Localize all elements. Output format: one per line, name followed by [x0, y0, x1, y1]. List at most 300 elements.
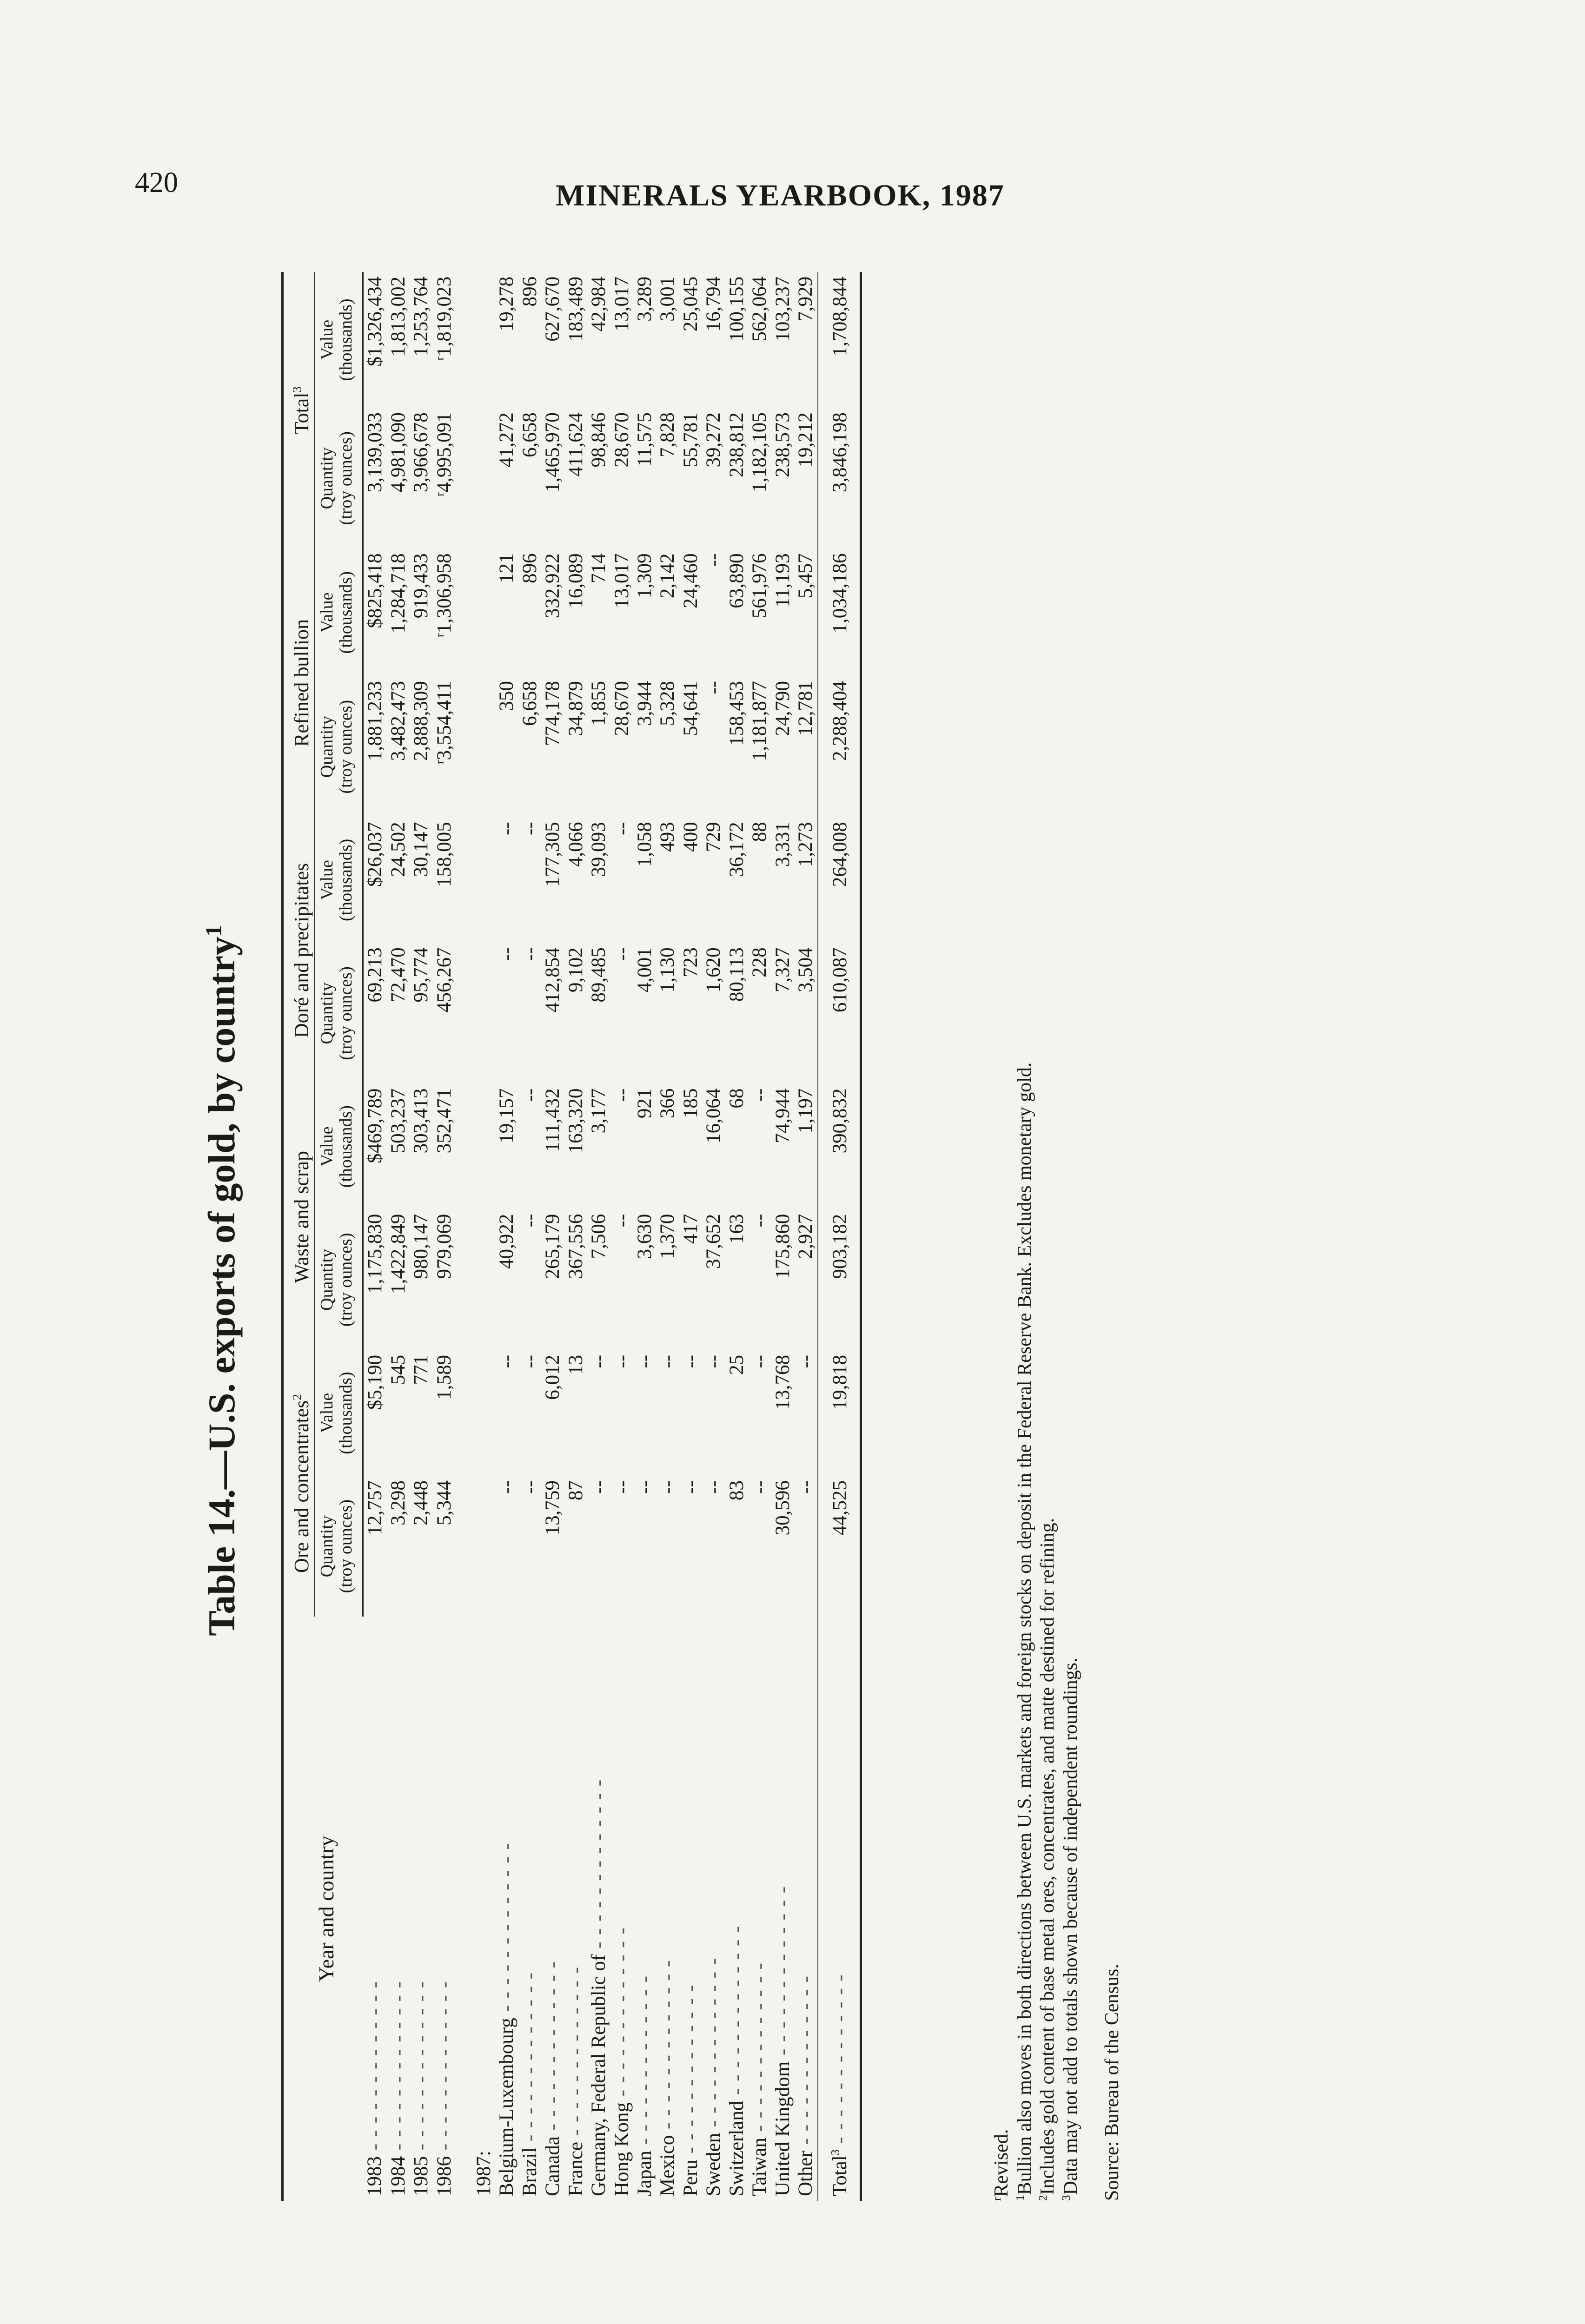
- quantity-subheader-label: Quantity: [317, 447, 337, 509]
- footnote-text: Bullion also moves in both directions between U.S. markets and foreign stocks on deposit in the Federal Reserve Bank. Excludes monetary gold.: [1014, 1062, 1035, 2195]
- cell-value: 1,182,105: [749, 412, 771, 493]
- cell-value: 493: [657, 822, 679, 852]
- row-label: [518, 1617, 541, 2201]
- cell-value: 87: [564, 1480, 587, 1501]
- cell-value: --: [610, 1480, 633, 1494]
- table-cell: [518, 1350, 541, 1476]
- table-row-country: [725, 272, 748, 2201]
- cell-value: 1,309: [634, 553, 656, 599]
- table-cell: [363, 549, 386, 677]
- cell-value: 25: [725, 1354, 748, 1375]
- cell-value: 19,157: [496, 1088, 518, 1143]
- table-cell: [387, 1084, 410, 1209]
- cell-value: 1,855: [588, 681, 610, 726]
- cell-value: --: [749, 1354, 771, 1368]
- cell-value: 561,976: [749, 553, 771, 619]
- table-cell: [725, 676, 748, 817]
- cell-value: 121: [496, 553, 518, 584]
- table-cell: [587, 676, 610, 817]
- table-cell: [587, 817, 610, 943]
- cell-value: --: [634, 1480, 656, 1494]
- row-label-text: Switzerland: [725, 2100, 748, 2196]
- cell-value: 6,012: [542, 1354, 564, 1400]
- cell-value: 774,178: [542, 681, 564, 746]
- cell-value: 163: [725, 1214, 748, 1244]
- table-cell: [495, 676, 518, 817]
- cell-value: 39,093: [588, 822, 610, 877]
- cell-value: 185: [679, 1088, 702, 1119]
- cell-value: 55,781: [679, 412, 702, 468]
- row-label-text: 1983: [364, 2156, 386, 2196]
- row-label-text: Mexico: [657, 2135, 679, 2196]
- cell-value: --: [518, 1480, 541, 1494]
- row-label: [433, 1617, 456, 2201]
- value-subheader-label: Value: [317, 860, 337, 900]
- cell-value: 503,237: [387, 1088, 409, 1154]
- gold-exports-table: [281, 272, 862, 2201]
- table-cell: [495, 549, 518, 677]
- table-cell: [656, 1350, 679, 1476]
- cell-value: 2,888,309: [410, 681, 432, 761]
- table-cell: [587, 408, 610, 548]
- table-cell: [818, 817, 861, 943]
- table-cell: [725, 1476, 748, 1617]
- table-cell: [410, 408, 432, 548]
- cell-value: 12,781: [795, 681, 817, 736]
- value-subheader-label: Value: [317, 319, 337, 360]
- table-cell: [771, 943, 794, 1083]
- cell-value: 4,995,091: [433, 412, 455, 493]
- cell-value: 1,284,718: [387, 553, 409, 634]
- table-cell: [541, 1209, 564, 1350]
- cell-value: --: [518, 947, 541, 961]
- row-label: [656, 1617, 679, 2201]
- table-cell: [387, 272, 410, 408]
- table-row-country: [495, 272, 518, 2201]
- cell-value: 1,058: [634, 822, 656, 867]
- group-header-label: Total: [290, 392, 313, 435]
- row-label-text: Total: [829, 2155, 851, 2196]
- row-label-text: 1985: [410, 2156, 432, 2196]
- cell-value: $1,326,434: [364, 277, 386, 367]
- table-cell: [433, 1209, 456, 1350]
- table-cell: [587, 549, 610, 677]
- table-cell: [633, 272, 656, 408]
- table-cell: [410, 272, 432, 408]
- footnote-text: Revised.: [991, 2129, 1012, 2197]
- table-cell: [495, 1209, 518, 1350]
- cell-value: 3,177: [588, 1088, 610, 1134]
- cell-value: $825,418: [364, 553, 386, 628]
- cell-value: 1,813,002: [387, 277, 409, 357]
- cell-value: 42,984: [588, 277, 610, 332]
- table-cell: [541, 408, 564, 548]
- cell-value: 3,289: [634, 277, 656, 322]
- row-leader: - - - - - - - - - - - - -: [610, 1927, 633, 2103]
- table-cell: [610, 408, 633, 548]
- row-label: [387, 1617, 410, 2201]
- cell-value: 1,273: [795, 822, 817, 867]
- cell-value: 6,658: [518, 412, 541, 458]
- row-label: [818, 1617, 861, 2201]
- cell-value: 24,460: [679, 553, 702, 608]
- cell-value: --: [703, 553, 725, 567]
- row-label: [587, 1617, 610, 2201]
- table-cell: [410, 549, 432, 677]
- cell-value: 3,298: [387, 1480, 409, 1525]
- cell-value: 88: [749, 822, 771, 842]
- table-cell: [656, 1084, 679, 1209]
- row-leader: - - - - - - - - - - - - -: [410, 1981, 432, 2156]
- cell-value: 24,790: [771, 681, 794, 736]
- cell-value: 2,927: [795, 1214, 817, 1259]
- value-subheader-unit: (thousands): [336, 838, 356, 922]
- table-row-country: [610, 272, 633, 2201]
- cell-value: 1,465,970: [542, 412, 564, 493]
- cell-value: 74,944: [771, 1088, 794, 1143]
- table-cell: [748, 1350, 771, 1476]
- cell-value: 979,069: [433, 1214, 455, 1279]
- table-cell: [679, 1350, 702, 1476]
- group-header-label: Ore and concentrates: [290, 1400, 313, 1573]
- cell-value: 98,846: [588, 412, 610, 468]
- cell-value: 1,175,830: [364, 1214, 386, 1294]
- table-cell: [495, 943, 518, 1083]
- table-cell: [610, 943, 633, 1083]
- cell-value: 4,001: [634, 947, 656, 993]
- group-header-note: 2: [290, 1394, 304, 1400]
- table-cell: [363, 817, 386, 943]
- cell-value: 177,305: [542, 822, 564, 887]
- table-cell: [587, 1476, 610, 1617]
- row-label-note: 3: [828, 2149, 842, 2156]
- row-leader: - - - - - - - - - - - - -: [795, 1975, 817, 2151]
- cell-value: 19,278: [496, 277, 518, 332]
- cell-value: 7,929: [795, 277, 817, 322]
- running-head: MINERALS YEARBOOK, 1987: [556, 178, 1005, 212]
- table-row-year: [387, 272, 410, 2201]
- table-cell: [564, 272, 587, 408]
- row-leader: - - - - - - - - - - - - -: [725, 1925, 748, 2101]
- cell-value: 25,045: [679, 277, 702, 332]
- cell-value: 903,182: [829, 1214, 851, 1279]
- cell-value: --: [518, 1354, 541, 1368]
- cell-value: --: [610, 822, 633, 835]
- cell-value: --: [749, 1214, 771, 1228]
- revised-mark: r: [432, 633, 446, 638]
- table-cell: [610, 676, 633, 817]
- cell-value: --: [657, 1354, 679, 1368]
- cell-value: 13,017: [610, 553, 633, 608]
- cell-value: --: [588, 1354, 610, 1368]
- table-cell: [748, 272, 771, 408]
- cell-value: 11,193: [771, 553, 794, 608]
- cell-value: 921: [634, 1088, 656, 1119]
- table-cell: [387, 943, 410, 1083]
- row-label-text: Taiwan: [749, 2138, 771, 2196]
- row-label: [363, 1617, 386, 2201]
- cell-value: 3,504: [795, 947, 817, 993]
- quantity-subheader: [314, 408, 363, 548]
- table-cell: [363, 408, 386, 548]
- cell-value: 83: [725, 1480, 748, 1501]
- cell-value: 417: [679, 1214, 702, 1244]
- cell-value: 3,630: [634, 1214, 656, 1259]
- table-cell: [818, 1350, 861, 1476]
- cell-value: 919,433: [410, 553, 432, 619]
- table-cell: [610, 1209, 633, 1350]
- row-label-text: Hong Kong: [610, 2102, 633, 2196]
- table-cell: [363, 1209, 386, 1350]
- row-leader: - - - - - - - - - - - - -: [657, 1959, 679, 2135]
- row-label-text: Canada: [542, 2136, 564, 2196]
- cell-value: 183,489: [564, 277, 587, 342]
- table-row-year: [363, 272, 386, 2201]
- row-leader: - - - - - - - - - - - - -: [771, 1885, 794, 2061]
- table-cell: [748, 676, 771, 817]
- cell-value: 4,066: [564, 822, 587, 867]
- table-cell: [433, 549, 456, 677]
- cell-value: 980,147: [410, 1214, 432, 1279]
- table-cell: [518, 676, 541, 817]
- row-label: [610, 1617, 633, 2201]
- row-leader: - - - - - - - - - - - - -: [518, 1972, 541, 2147]
- cell-value: 6,658: [518, 681, 541, 726]
- table-cell: [818, 549, 861, 677]
- table-cell: [518, 943, 541, 1083]
- table-cell: [433, 1476, 456, 1617]
- cell-value: --: [679, 1480, 702, 1494]
- table-row-country: [564, 272, 587, 2201]
- cell-value: --: [496, 1354, 518, 1368]
- table-cell: [518, 408, 541, 548]
- table-cell: [725, 943, 748, 1083]
- table-cell: [771, 1084, 794, 1209]
- table-cell: [633, 676, 656, 817]
- revised-mark: r: [432, 760, 446, 765]
- cell-value: --: [749, 1480, 771, 1494]
- cell-value: 95,774: [410, 947, 432, 1003]
- table-cell: [679, 1084, 702, 1209]
- table-cell: [656, 1209, 679, 1350]
- group-header-label: Doré and precipitates: [290, 863, 313, 1038]
- quantity-subheader: [314, 676, 363, 817]
- cell-value: 352,471: [433, 1088, 455, 1154]
- table-cell: [387, 1209, 410, 1350]
- cell-value: 303,413: [410, 1088, 432, 1154]
- cell-value: 39,272: [703, 412, 725, 468]
- group-header-label: Waste and scrap: [290, 1150, 313, 1283]
- table-cell: [387, 1476, 410, 1617]
- quantity-subheader-unit: (troy ounces): [336, 1233, 356, 1327]
- table-cell: [818, 1084, 861, 1209]
- table-cell: [363, 943, 386, 1083]
- table-cell: [771, 1209, 794, 1350]
- cell-value: 3,001: [657, 277, 679, 322]
- cell-value: 1,881,233: [364, 681, 386, 761]
- row-label: [410, 1617, 432, 2201]
- table-cell: [679, 408, 702, 548]
- table-cell: [679, 272, 702, 408]
- group-header: [283, 817, 314, 1083]
- table-cell: [725, 1209, 748, 1350]
- cell-value: 111,432: [542, 1088, 564, 1152]
- cell-value: 7,327: [771, 947, 794, 993]
- table-cell: [410, 1084, 432, 1209]
- cell-value: --: [703, 1354, 725, 1368]
- cell-value: 3,482,473: [387, 681, 409, 761]
- cell-value: 1,253,764: [410, 277, 432, 357]
- table-cell: [656, 549, 679, 677]
- group-header-row: [283, 272, 314, 2201]
- group-header: [283, 272, 314, 549]
- cell-value: 158,453: [725, 681, 748, 746]
- table-cell: [656, 272, 679, 408]
- row-leader: - - - - - - - - - - - - -: [542, 1961, 564, 2137]
- table-cell: [518, 817, 541, 943]
- table-cell: [702, 676, 725, 817]
- table-cell: [794, 817, 817, 943]
- cell-value: 30,147: [410, 822, 432, 877]
- table-cell: [679, 943, 702, 1083]
- row-label: [725, 1617, 748, 2201]
- table-cell: [564, 1476, 587, 1617]
- table-cell: [410, 676, 432, 817]
- table-cell: [610, 1350, 633, 1476]
- quantity-subheader: [314, 1209, 363, 1350]
- table-cell: [495, 408, 518, 548]
- cell-value: 16,089: [564, 553, 587, 608]
- quantity-subheader-unit: (troy ounces): [336, 431, 356, 525]
- table-cell: [818, 1476, 861, 1617]
- section-label: 1987:: [472, 2151, 495, 2196]
- quantity-subheader-label: Quantity: [317, 1515, 337, 1578]
- table-cell: [518, 1084, 541, 1209]
- row-label-text: Germany, Federal Republic of: [588, 1954, 610, 2196]
- row-label-text: Other: [795, 2151, 817, 2196]
- cell-value: 100,155: [725, 277, 748, 342]
- table-title: [200, 258, 244, 2303]
- cell-value: 24,502: [387, 822, 409, 877]
- cell-value: 896: [518, 277, 541, 307]
- cell-value: 1,620: [703, 947, 725, 993]
- cell-value: 163,320: [564, 1088, 587, 1154]
- cell-value: 265,179: [542, 1214, 564, 1279]
- table-cell: [818, 408, 861, 548]
- table-cell: [794, 1350, 817, 1476]
- table-cell: [363, 676, 386, 817]
- cell-value: --: [610, 947, 633, 961]
- cell-value: 40,922: [496, 1214, 518, 1269]
- value-subheader: [314, 272, 363, 408]
- cell-value: 1,181,877: [749, 681, 771, 761]
- table-cell: [610, 549, 633, 677]
- cell-value: 4,981,090: [387, 412, 409, 493]
- row-label-text: 1986: [433, 2156, 455, 2196]
- table-cell: [495, 1476, 518, 1617]
- footnotes: [990, 1063, 1124, 2201]
- cell-value: --: [795, 1354, 817, 1368]
- table-cell: [679, 1209, 702, 1350]
- table-cell: [818, 1209, 861, 1350]
- table-cell: [702, 1084, 725, 1209]
- cell-value: 12,757: [364, 1480, 386, 1536]
- cell-value: 11,575: [634, 412, 656, 467]
- cell-value: --: [588, 1480, 610, 1494]
- cell-value: 545: [387, 1354, 409, 1385]
- table-cell: [564, 549, 587, 677]
- table-cell: [433, 817, 456, 943]
- cell-value: 13,768: [771, 1354, 794, 1410]
- footnote-mark: 2: [1037, 2195, 1050, 2201]
- cell-value: 34,879: [564, 681, 587, 736]
- cell-value: 37,652: [703, 1214, 725, 1269]
- footnote: [1014, 1063, 1037, 2201]
- table-cell: [633, 408, 656, 548]
- table-cell: [656, 817, 679, 943]
- row-header: Year and country: [314, 1835, 338, 1982]
- cell-value: 19,212: [795, 412, 817, 468]
- table-row-country: [656, 272, 679, 2201]
- cell-value: 350: [496, 681, 518, 711]
- cell-value: $5,190: [364, 1354, 386, 1410]
- table-cell: [679, 817, 702, 943]
- table-cell: [771, 549, 794, 677]
- row-leader: - - - - - - - - - - - - -: [679, 1984, 702, 2160]
- group-header: [283, 549, 314, 818]
- table-cell: [564, 676, 587, 817]
- table-cell: [633, 1209, 656, 1350]
- section-row: [472, 272, 495, 2201]
- table-cell: [587, 1084, 610, 1209]
- table-cell: [564, 1209, 587, 1350]
- value-subheader: [314, 817, 363, 943]
- row-label-text: Japan: [634, 2151, 656, 2196]
- table-row-country: [679, 272, 702, 2201]
- table-cell: [633, 1084, 656, 1209]
- cell-value: 7,828: [657, 412, 679, 458]
- cell-value: 68: [725, 1088, 748, 1109]
- table-cell: [725, 1084, 748, 1209]
- cell-value: 5,457: [795, 553, 817, 599]
- row-leader: - - - - - - - - - - - - -: [433, 1981, 455, 2156]
- table-row-country: [587, 272, 610, 2201]
- row-leader: - - - - - - - - - - - - -: [564, 1966, 587, 2142]
- cell-value: 44,525: [829, 1480, 851, 1536]
- table-cell: [387, 408, 410, 548]
- row-leader: - - - - - - - - - - - - -: [588, 1778, 610, 1954]
- group-header-label: Refined bullion: [290, 619, 313, 747]
- table-cell: [748, 817, 771, 943]
- cell-value: 103,237: [771, 277, 794, 342]
- quantity-subheader-unit: (troy ounces): [336, 1499, 356, 1593]
- table-cell: [702, 1350, 725, 1476]
- table-cell: [725, 272, 748, 408]
- table-cell: [633, 549, 656, 677]
- table-cell: [702, 408, 725, 548]
- cell-value: 1,034,186: [829, 553, 851, 634]
- cell-value: 13,759: [542, 1480, 564, 1536]
- table-cell: [748, 1209, 771, 1350]
- table-cell: [387, 676, 410, 817]
- footnote-text: Includes gold content of base metal ores, concentrates, and matte destined for refining.: [1037, 1518, 1059, 2195]
- table-cell: [656, 408, 679, 548]
- row-label: [495, 1617, 518, 2201]
- cell-value: 610,087: [829, 947, 851, 1013]
- table-cell: [564, 943, 587, 1083]
- table-cell: [702, 1476, 725, 1617]
- table-cell: [387, 1350, 410, 1476]
